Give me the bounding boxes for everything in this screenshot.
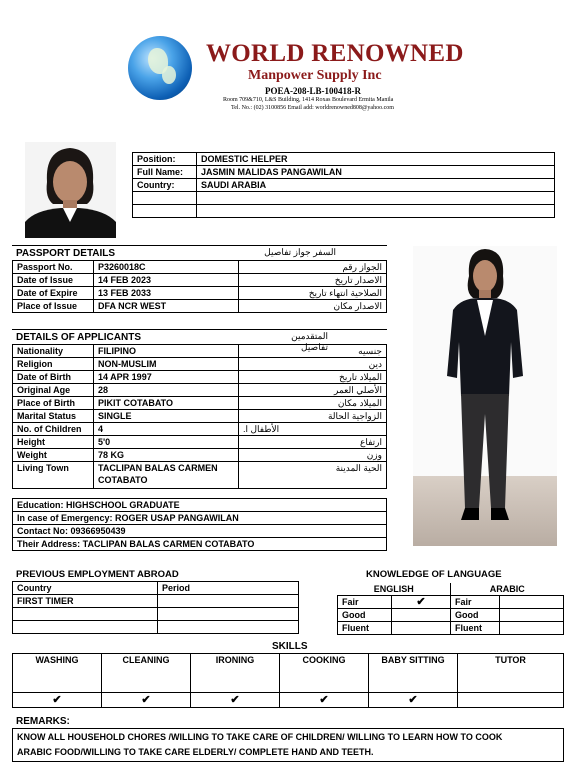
employment-section-title: PREVIOUS EMPLOYMENT ABROAD xyxy=(16,569,179,580)
height-value: 5'0 xyxy=(94,436,239,449)
nationality-ar: جنسيه xyxy=(239,345,387,358)
country-value: SAUDI ARABIA xyxy=(197,179,555,192)
passport-no-value: P3260018C xyxy=(94,261,239,274)
marital-label: Marital Status xyxy=(13,410,94,423)
country-label: Country: xyxy=(133,179,197,192)
employment-cell xyxy=(158,621,299,634)
arabic-fair-cell xyxy=(500,596,564,609)
birthplace-ar: الميلاد مكان xyxy=(239,397,387,410)
company-address: Room 709&710, L&S Building, 1414 Roxas Boulevard Ermita Manila xyxy=(223,97,394,103)
living-town-line2: COTABATO xyxy=(98,475,148,485)
religion-label: Religion xyxy=(13,358,94,371)
emergency-text: In case of Emergency: ROGER USAP PANGAWILAN xyxy=(13,512,387,525)
expire-date-ar: الصلاحية انتهاء تاريخ xyxy=(239,287,387,300)
birthdate-ar: الميلاد تاريخ xyxy=(239,371,387,384)
passport-section-title-ar: السفر جواز تفاصيل xyxy=(264,247,336,257)
weight-value: 78 KG xyxy=(94,449,239,462)
skill-cooking-check: ✔ xyxy=(280,693,369,708)
remarks-title: REMARKS: xyxy=(16,716,70,727)
arabic-header: ARABIC xyxy=(451,583,564,596)
nationality-label: Nationality xyxy=(13,345,94,358)
marital-ar: الزواجية الحالة xyxy=(239,410,387,423)
remarks-line2: ARABIC FOOD/WILLING TO TAKE CARE ELDERLY/ COMPLETE HAND AND TEETH. xyxy=(17,747,374,757)
skill-cleaning-check: ✔ xyxy=(102,693,191,708)
their-address-text: Their Address: TACLIPAN BALAS CARMEN COTABATO xyxy=(13,538,387,551)
birthdate-value: 14 APR 1997 xyxy=(94,371,239,384)
age-label: Original Age xyxy=(13,384,94,397)
issue-place-label: Place of Issue xyxy=(13,300,94,313)
issue-place-ar: الاصدار مكان xyxy=(239,300,387,313)
empty-cell xyxy=(133,205,197,218)
height-ar: ارتفاع xyxy=(239,436,387,449)
empty-cell xyxy=(197,192,555,205)
company-subtitle: Manpower Supply Inc xyxy=(248,68,382,83)
english-fair-label: Fair xyxy=(338,596,392,609)
employment-country-header: Country xyxy=(13,582,158,595)
living-town-ar: الحية المدينة xyxy=(239,462,387,489)
issue-place-value: DFA NCR WEST xyxy=(94,300,239,313)
passport-table xyxy=(12,260,387,313)
position-value: DOMESTIC HELPER xyxy=(197,153,555,166)
arabic-fair-label: Fair xyxy=(451,596,500,609)
arabic-fluent-label: Fluent xyxy=(451,622,500,635)
applicant-table xyxy=(12,344,387,489)
language-section-title: KNOWLEDGE OF LANGUAGE xyxy=(366,569,502,580)
english-header: ENGLISH xyxy=(338,583,451,596)
company-globe-logo xyxy=(128,36,192,100)
issue-date-label: Date of Issue xyxy=(13,274,94,287)
skills-section-title: SKILLS xyxy=(272,641,308,652)
skill-tutor-cell xyxy=(458,693,564,708)
empty-cell xyxy=(133,192,197,205)
arabic-fluent-cell xyxy=(500,622,564,635)
living-town-label: Living Town xyxy=(13,462,94,489)
height-label: Height xyxy=(13,436,94,449)
nationality-value: FILIPINO xyxy=(94,345,239,358)
issue-date-ar: الاصدار تاريخ xyxy=(239,274,387,287)
age-ar: الأصلي العمر xyxy=(239,384,387,397)
fullname-value: JASMIN MALIDAS PANGAWILAN xyxy=(197,166,555,179)
skill-washing-check: ✔ xyxy=(13,693,102,708)
position-table xyxy=(132,152,555,218)
employment-first-row: FIRST TIMER xyxy=(13,595,158,608)
english-good-cell xyxy=(392,609,451,622)
applicant-headshot-photo xyxy=(25,142,116,238)
employment-cell xyxy=(13,608,158,621)
arabic-good-label: Good xyxy=(451,609,500,622)
language-table xyxy=(337,583,564,635)
employment-cell xyxy=(13,621,158,634)
skill-ironing-check: ✔ xyxy=(191,693,280,708)
expire-date-label: Date of Expire xyxy=(13,287,94,300)
skill-tutor: TUTOR xyxy=(458,654,564,693)
birthplace-value: PIKIT COTABATO xyxy=(94,397,239,410)
children-value: 4 xyxy=(94,423,239,436)
employment-cell xyxy=(158,608,299,621)
applicant-full-body-photo xyxy=(413,246,557,546)
skills-table xyxy=(12,653,564,708)
issue-date-value: 14 FEB 2023 xyxy=(94,274,239,287)
living-town-value xyxy=(94,462,239,489)
remarks-text xyxy=(13,729,564,762)
religion-ar: دين xyxy=(239,358,387,371)
skill-cooking: COOKING xyxy=(280,654,369,693)
skill-washing: WASHING xyxy=(13,654,102,693)
company-contact: Tel. No.: (02) 3100856 Email add: worldrenowned808@yahoo.com xyxy=(231,105,394,111)
skill-baby-sitting-check: ✔ xyxy=(369,693,458,708)
skill-ironing: IRONING xyxy=(191,654,280,693)
contact-number-text: Contact No: 09366950439 xyxy=(13,525,387,538)
skill-cleaning: CLEANING xyxy=(102,654,191,693)
position-label: Position: xyxy=(133,153,197,166)
english-fluent-label: Fluent xyxy=(338,622,392,635)
children-label: No. of Children xyxy=(13,423,94,436)
fullname-label: Full Name: xyxy=(133,166,197,179)
education-text: Education: HIGHSCHOOL GRADUATE xyxy=(13,499,387,512)
weight-ar: وزن xyxy=(239,449,387,462)
birthplace-label: Place of Birth xyxy=(13,397,94,410)
age-value: 28 xyxy=(94,384,239,397)
applicant-section-title-ar: المتقدمين تفاصيل xyxy=(291,331,328,352)
expire-date-value: 13 FEB 2033 xyxy=(94,287,239,300)
skill-baby-sitting: BABY SITTING xyxy=(369,654,458,693)
empty-cell xyxy=(197,205,555,218)
arabic-good-cell xyxy=(500,609,564,622)
applicant-section-title: DETAILS OF APPLICANTS xyxy=(16,332,141,343)
employment-table xyxy=(12,581,299,634)
extra-info-table xyxy=(12,498,387,551)
company-name: WORLD RENOWNED xyxy=(206,40,464,67)
weight-label: Weight xyxy=(13,449,94,462)
english-fair-check: ✔ xyxy=(392,596,451,609)
english-good-label: Good xyxy=(338,609,392,622)
passport-section-title: PASSPORT DETAILS xyxy=(16,248,116,259)
passport-no-label: Passport No. xyxy=(13,261,94,274)
poea-license: POEA-208-LB-100418-R xyxy=(265,86,361,96)
employment-period-header: Period xyxy=(158,582,299,595)
english-fluent-cell xyxy=(392,622,451,635)
remarks-table xyxy=(12,728,564,762)
employment-cell xyxy=(158,595,299,608)
passport-no-ar: الجواز رقم xyxy=(239,261,387,274)
remarks-line1: KNOW ALL HOUSEHOLD CHORES /WILLING TO TAKE CARE OF CHILDREN/ WILLING TO LEARN HOW TO COOK xyxy=(17,732,503,742)
religion-value: NON-MUSLIM xyxy=(94,358,239,371)
marital-value: SINGLE xyxy=(94,410,239,423)
children-ar: الأطفال ا. xyxy=(239,423,387,436)
birthdate-label: Date of Birth xyxy=(13,371,94,384)
living-town-line1: TACLIPAN BALAS CARMEN xyxy=(98,463,218,473)
